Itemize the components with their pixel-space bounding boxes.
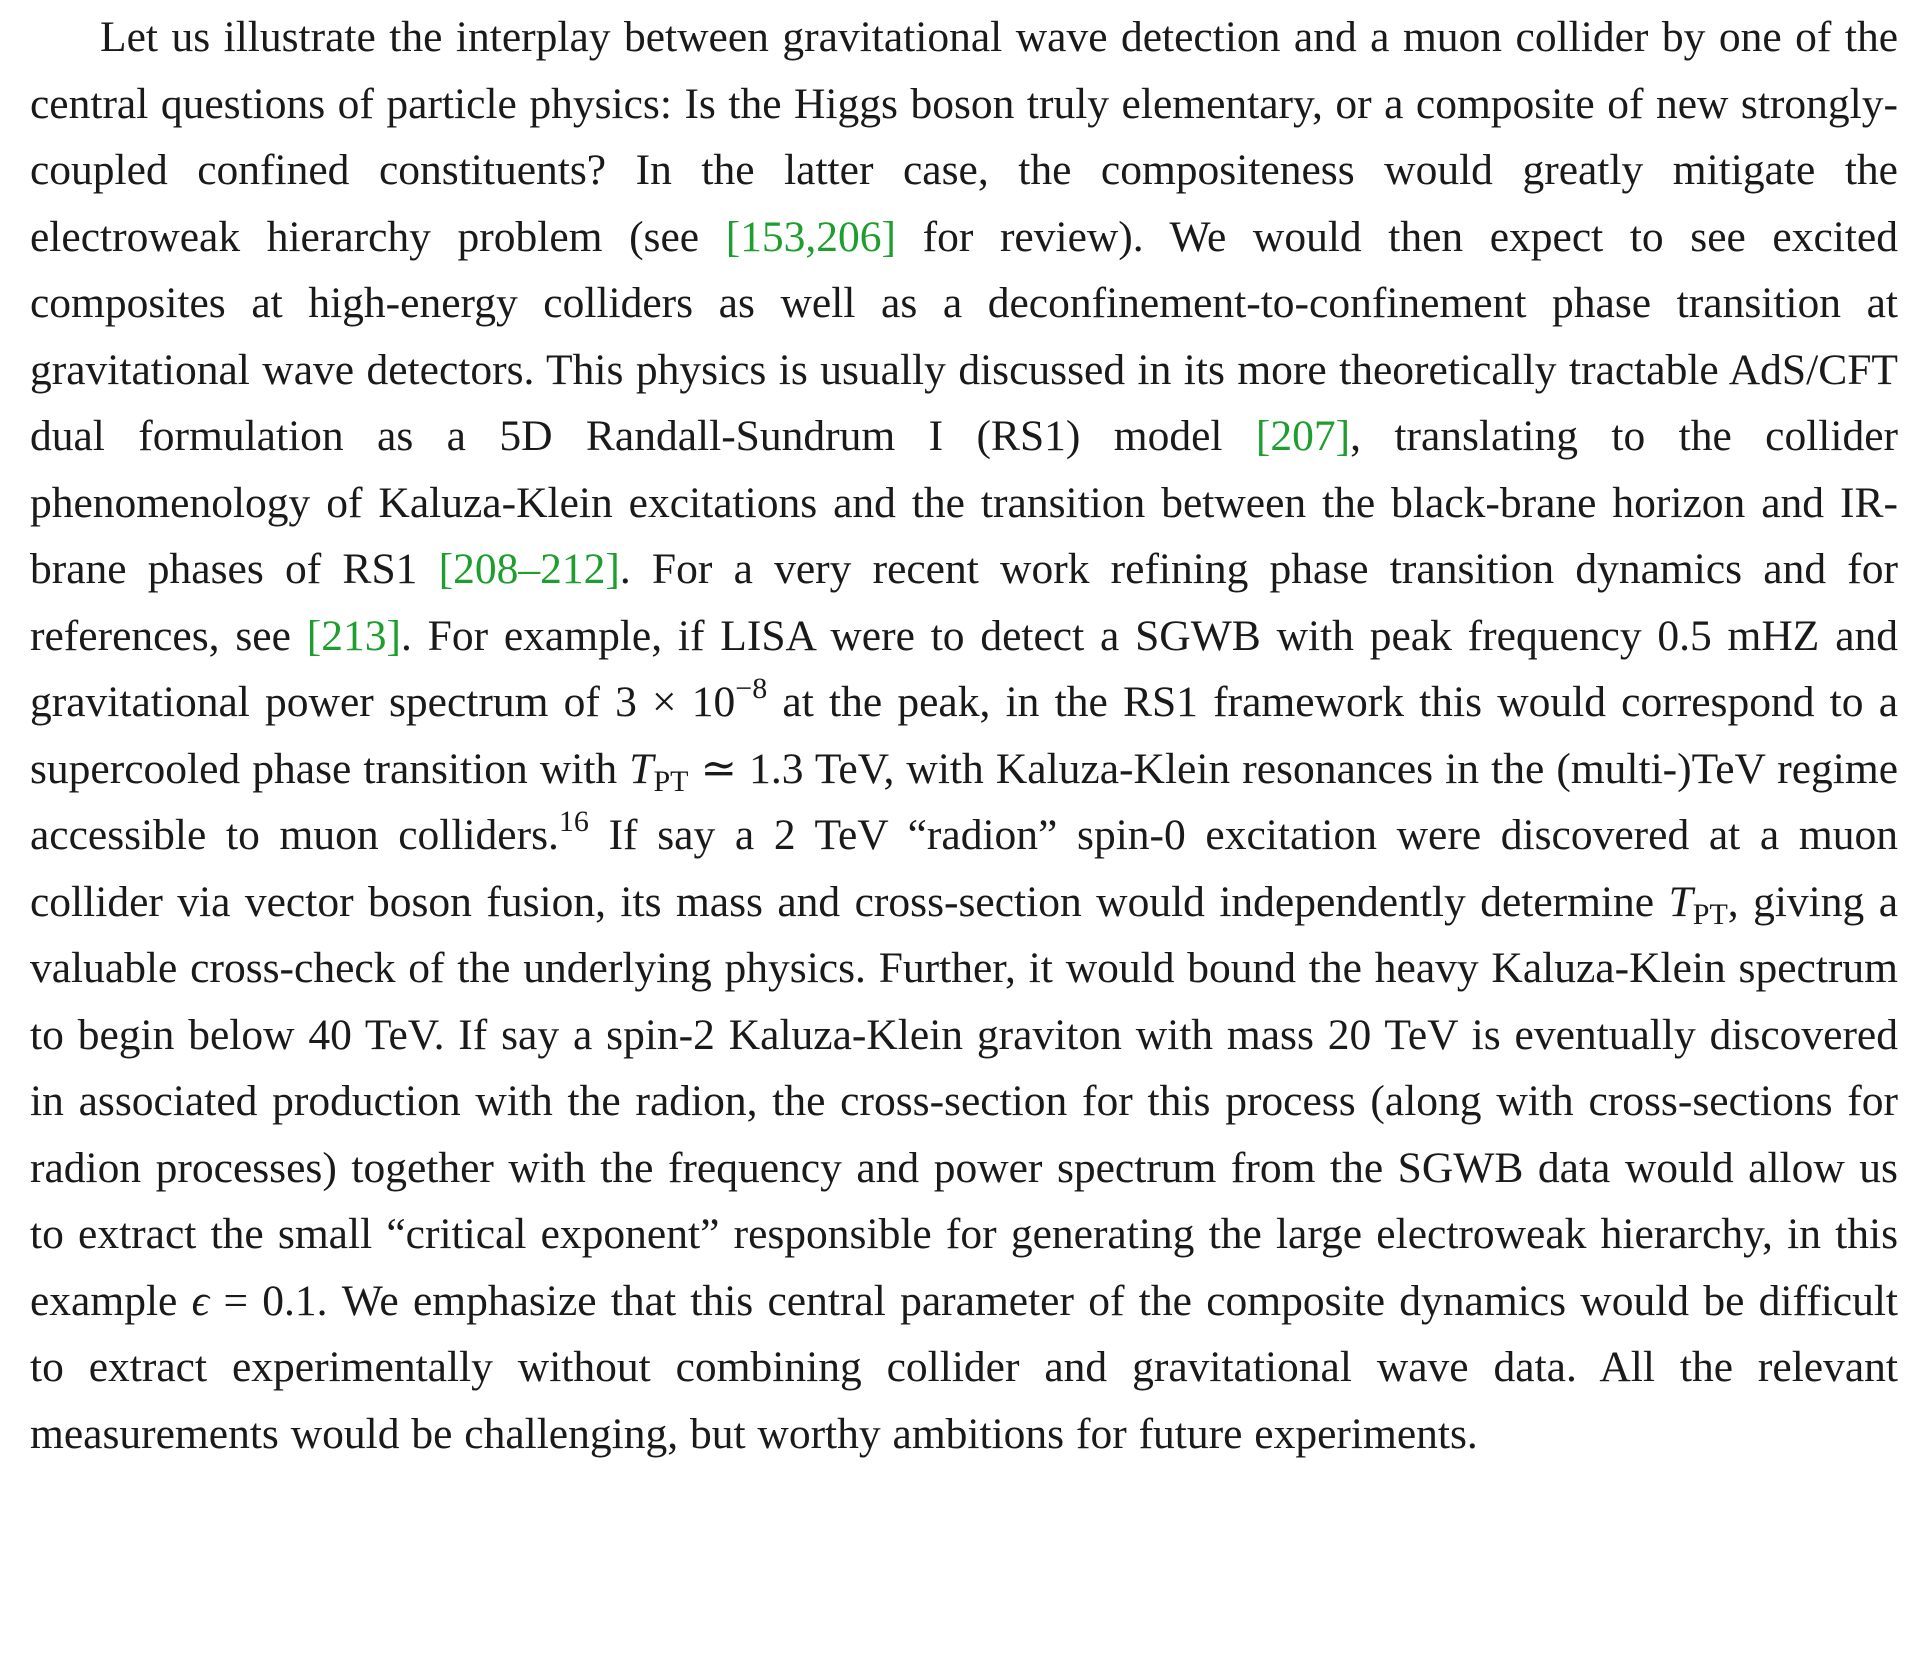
citation-link-207[interactable]: [207] [1255, 412, 1351, 460]
text-run: ≃ 1.3 TeV, with Kaluza-Klein resonances in the (multi-)TeV regime accessible to muon colliders. [30, 744, 1898, 859]
footnote-marker-16[interactable]: 16 [558, 805, 589, 838]
text-run: , translating to the collider phenomenology of Kaluza-Klein excitations and the transition between the black-brane horizon and IR-brane phases of RS1 [30, 412, 1898, 593]
text-run: , giving a valuable cross-check of the underlying physics. Further, it would bound the heavy Kaluza-Klein spectrum to begin below 40 TeV. If say a spin-2 Kaluza-Klein graviton with mass 20 TeV is eventually discovered in associated production with the radion, the cross-section for this process (along with cross-sections for radion processes) together with the frequency and power spectrum from the SGWB data would allow us to extract the small “critical exponent” responsible for generating the large electroweak hierarchy, in this example [30, 877, 1898, 1325]
citation-link-213[interactable]: [213] [306, 611, 401, 660]
exponent: −8 [735, 672, 768, 705]
math-symbol-epsilon: ϵ [191, 1276, 210, 1325]
math-subscript-PT: PT [653, 764, 689, 798]
body-paragraph [30, 4, 1898, 1467]
text-run: If say a 2 TeV “radion” spin-0 excitation were discovered at a muon collider via vector boson fusion, its mass and cross-section would independently determine [30, 811, 1898, 926]
citation-link-208-212[interactable]: [208–212] [438, 545, 620, 593]
document-page [30, 4, 1898, 1652]
text-run: = 0.1. We emphasize that this central parameter of the composite dynamics would be difficult to extract experimentally without combining collider and gravitational wave data. All the relevant measurements would be challenging, but worthy ambitions for future experiments. [30, 1276, 1898, 1458]
text-run: at the peak, in the RS1 framework this would correspond to a supercooled phase transition with [30, 678, 1898, 793]
math-symbol-T: T [1668, 877, 1693, 926]
text-run: . For example, if LISA were to detect a SGWB with peak frequency 0.5 mHZ and gravitational power spectrum of 3 × 10 [30, 611, 1898, 726]
text-run: . For a very recent work refining phase transition dynamics and for references, see [30, 545, 1898, 660]
math-subscript-PT: PT [1692, 897, 1728, 931]
text-run: Let us illustrate the interplay between gravitational wave detection and a muon collider by one of the central questions of particle physics: Is the Higgs boson truly elementary, or a composite of new strongly-coupled confined constituents? In the latter case, the compositeness would greatly mitigate the electroweak hierarchy problem (see [30, 13, 1898, 261]
text-run: for review). We would then expect to see excited composites at high-energy colliders as well as a deconfinement-to-confinement phase transition at gravitational wave detectors. This physics is usually discussed in its more theoretically tractable AdS/CFT dual formulation as a 5D Randall-Sundrum I (RS1) model [30, 212, 1898, 460]
math-symbol-T: T [629, 744, 654, 793]
citation-link-153-206[interactable]: [153,206] [725, 212, 897, 261]
